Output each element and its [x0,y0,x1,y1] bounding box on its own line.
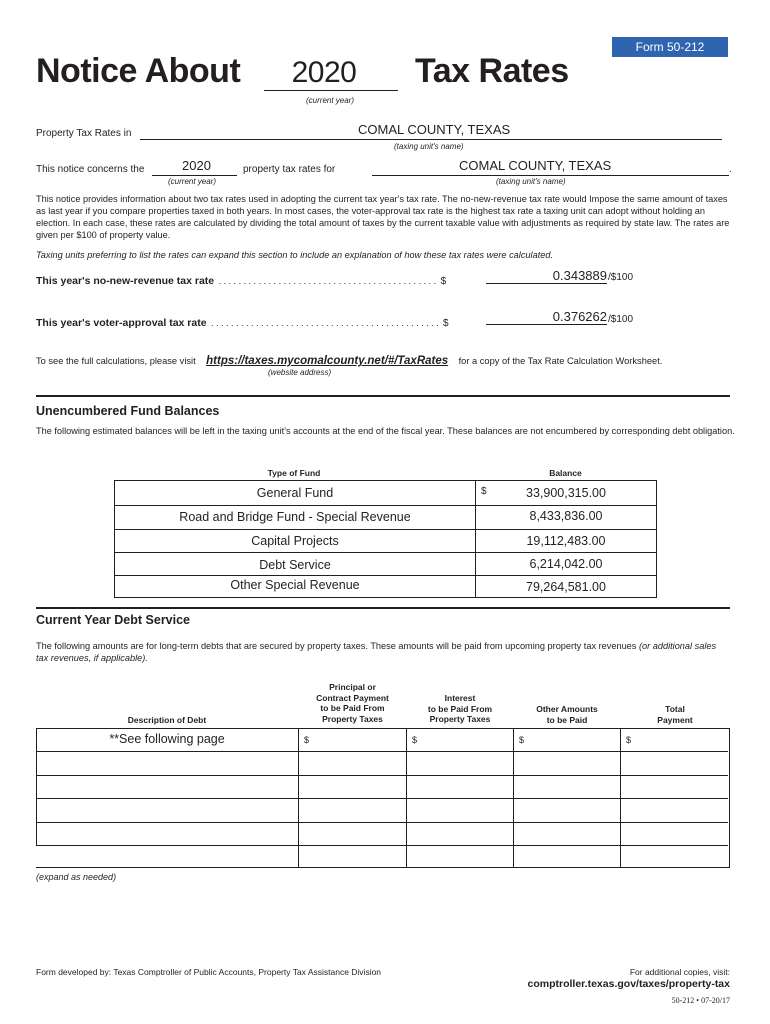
fund-description: The following estimated balances will be left in the taxing unit's accounts at the end of the fiscal year. These balances are not encumbered by corresponding debt obligation. [36,426,735,436]
footer-url[interactable]: comptroller.texas.gov/taxes/property-tax [527,978,730,990]
fund-balance: 79,264,581.00 [526,580,606,594]
debt-dollar: $ [412,735,418,745]
debt-section-title: Current Year Debt Service [36,613,191,627]
fund-type: Road and Bridge Fund - Special Revenue [179,510,411,524]
concerns-unit-caption: (taxing unit's name) [496,177,566,186]
fund-balance: 8,433,836.00 [529,509,603,523]
title-suffix: Tax Rates [415,52,569,90]
debt-dollar: $ [626,735,632,745]
rate-value: 0.343889 [552,268,607,283]
concerns-label: This notice concerns the [36,164,145,175]
debt-desc-plain: The following amounts are for long-term debts that are secured by property taxes. These amounts will be paid from upcoming property tax revenues [36,641,637,651]
rate-label: This year's voter-approval tax rate [36,317,207,329]
title-year: 2020 [291,56,357,89]
debt-col-description: Description of Debt [127,715,207,725]
rates-in-label: Property Tax Rates in [36,128,132,139]
debt-col-total: Total Payment [657,704,693,725]
fund-section-title: Unencumbered Fund Balances [36,404,220,418]
rates-in-caption: (taxing unit's name) [394,142,464,151]
rate-value-line [486,268,607,284]
fund-balance: 6,214,042.00 [529,557,603,571]
footer-left: Form developed by: Texas Comptroller of Public Accounts, Property Tax Assistance Division [36,967,382,977]
fund-dollar: $ [481,486,487,497]
title-year-caption: (current year) [306,96,355,105]
website-pre: To see the full calculations, please visit [36,356,196,366]
rate-unit: /$100 [608,314,634,325]
rates-in-line [140,122,722,140]
debt-desc-italic: (or additional sales tax revenues, if applicable). [36,641,717,663]
fund-col-type: Type of Fund [267,468,321,478]
fund-table [114,480,657,598]
debt-row-description: **See following page [109,732,225,746]
fund-type: General Fund [256,486,334,500]
title-prefix: Notice About [36,52,241,90]
debt-col-principal: Principal or Contract Payment to be Paid From Property Taxes [316,682,389,724]
website-post: for a copy of the Tax Rate Calculation Worksheet. [458,356,663,366]
fund-col-balance: Balance [549,468,582,478]
concerns-year-caption: (current year) [168,177,217,186]
section-divider [36,395,730,397]
fund-balance: 19,112,483.00 [526,534,606,548]
form-number-badge: Form 50-212 [612,37,728,57]
debt-dollar: $ [304,735,310,745]
rate-unit: /$100 [608,272,634,283]
website-caption: (website address) [268,368,332,377]
concerns-unit: COMAL COUNTY, TEXAS [459,158,612,173]
intro-paragraph: This notice provides information about two tax rates used in adopting the current tax year's tax rate. The no-new-revenue tax rate would Impose the same amount of taxes as last year if you compare properties taxed in both years. In most cases, the voter-approval tax rate is the highest tax rate a taxing unit can adopt without holding an election. In each case, these rates are calculated by dividing the total amount of taxes by the current taxable value with adjustments as required by state law. The rates are given per $100 of property value. [36,194,730,240]
debt-table [36,728,730,868]
intro-italic-note: Taxing units preferring to list the rates can expand this section to include an explanation of how these tax rates were calculated. [36,250,554,260]
debt-dollar: $ [519,735,525,745]
rate-dots: . . . . . . . . . . . . . . . . . . . . . . . . . . . . . . . . . . . . . . . . . . . . [218,276,437,286]
website-row [36,351,736,369]
fund-type: Debt Service [259,558,331,572]
rates-in-value: COMAL COUNTY, TEXAS [358,122,511,137]
concerns-year: 2020 [182,158,211,173]
expand-note: (expand as needed) [36,872,117,882]
website-link[interactable]: https://taxes.mycomalcounty.net/#/TaxRates [206,355,449,367]
footer-copies-label: For additional copies, visit: [629,967,730,977]
fund-type: Other Special Revenue [230,578,360,592]
fund-balance: 33,900,315.00 [526,486,606,500]
rate-label: This year's no-new-revenue tax rate [36,275,215,287]
title-year-line [264,56,398,91]
debt-col-other: Other Amounts to be Paid [536,704,598,725]
rate-dollar: $ [440,276,447,287]
debt-description [36,640,730,664]
concerns-unit-line [372,158,729,176]
concerns-period: . [729,164,732,175]
concerns-year-line [152,158,237,176]
footer-form-code: 50-212 • 07-20/17 [671,996,730,1005]
concerns-mid-label: property tax rates for [243,164,336,175]
debt-col-interest: Interest to be Paid From Property Taxes [427,693,493,724]
section-divider [36,607,730,609]
rate-value: 0.376262 [552,309,607,324]
rate-dollar: $ [443,318,449,329]
fund-type: Capital Projects [251,534,339,548]
table-row [115,481,475,505]
rate-value-line [486,309,607,325]
rate-dots: . . . . . . . . . . . . . . . . . . . . . . . . . . . . . . . . . . . . . . . . . . . . . . [211,318,439,328]
